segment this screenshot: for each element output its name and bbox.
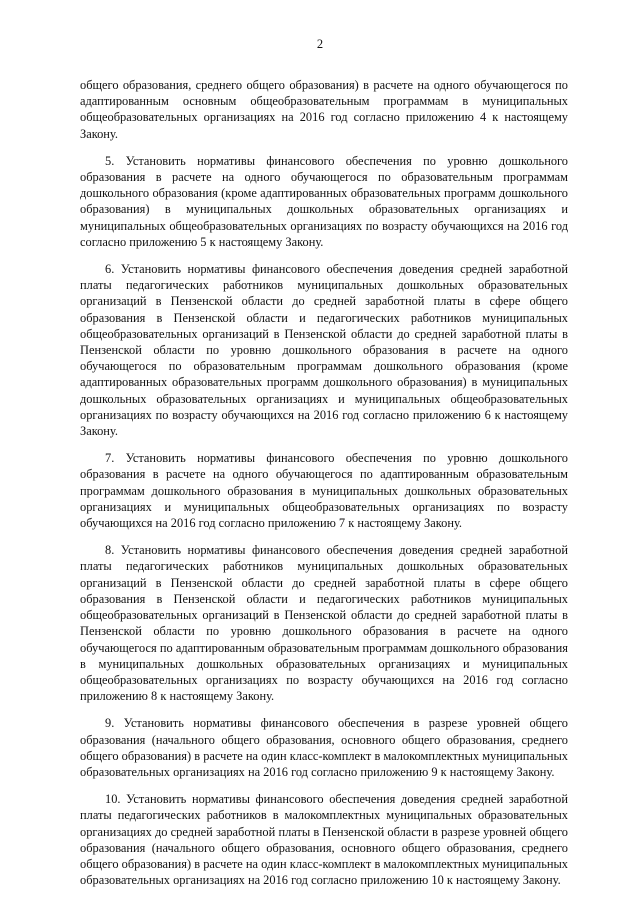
paragraph-item-5: 5. Установить нормативы финансового обеспечения по уровню дошкольного образования в расчете на одного обучающегося по образовательным программам дошкольного образования (кроме адаптированных образовательных программ дошкольного образования) в муниципальных дошкольных образовательных организациях и муниципальных общеобразовательных организациях по возрасту обучающихся на 2016 год согласно приложению 5 к настоящему Закону.: [80, 153, 568, 249]
paragraph-item-8: 8. Установить нормативы финансового обеспечения доведения средней заработной платы педагогических работников муниципальных дошкольных образовательных организаций в Пензенской области до средней заработной платы в сфере общего образования в Пензенской области и педагогических работников муниципальных общеобразовательных организаций в Пензенской области до средней заработной платы в Пензенской области по уровню дошкольного образования в расчете на одного обучающегося по адаптированным образовательным программам дошкольного образования в муниципальных дошкольных образовательных организациях и муниципальных общеобразовательных организациях по возрасту обучающихся на 2016 год согласно приложению 8 к настоящему Закону.: [80, 543, 568, 704]
paragraph-item-6: 6. Установить нормативы финансового обеспечения доведения средней заработной платы педагогических работников муниципальных дошкольных образовательных организаций в Пензенской области до средней заработной платы в сфере общего образования в Пензенской области и педагогических работников муниципальных общеобразовательных организаций в Пензенской области до средней заработной платы в Пензенской области по уровню дошкольного образования в расчете на одного обучающегося по образовательным программам дошкольного образования (кроме адаптированных образовательных программ дошкольного образования) в муниципальных дошкольных образовательных организациях и муниципальных общеобразовательных организациях по возрасту обучающихся на 2016 год согласно приложению 6 к настоящему Закону.: [80, 262, 568, 439]
page-number: 2: [316, 37, 324, 51]
paragraph-continuation: общего образования, среднего общего образования) в расчете на одного обучающегося по адаптированным основным общеобразовательным программам в муниципальных общеобразовательных организациях на 2016 год согласно приложению 4 к настоящему Закону.: [80, 78, 568, 141]
paragraph-item-9: 9. Установить нормативы финансового обеспечения в разрезе уровней общего образования (начального общего образования, основного общего образования, среднего общего образования) в расчете на один класс-комплект в малокомплектных муниципальных образовательных организациях на 2016 год согласно приложению 9 к настоящему Закону.: [80, 716, 568, 779]
paragraph-item-10: 10. Установить нормативы финансового обеспечения доведения средней заработной платы педагогических работников в малокомплектных муниципальных образовательных организациях до средней заработной платы в Пензенской области в разрезе уровней общего образования (начального общего образования, основного общего образования, среднего общего образования) в расчете на один класс-комплект в малокомплектных муниципальных образовательных организациях на 2016 год согласно приложению 10 к настоящему Закону.: [80, 792, 568, 888]
document-body: [80, 77, 568, 899]
paragraph-item-7: 7. Установить нормативы финансового обеспечения по уровню дошкольного образования в расчете на одного обучающегося по адаптированным образовательным программам дошкольного образования в муниципальных дошкольных образовательных организациях и муниципальных общеобразовательных организациях по возрасту обучающихся на 2016 год согласно приложению 7 к настоящему Закону.: [80, 451, 568, 531]
